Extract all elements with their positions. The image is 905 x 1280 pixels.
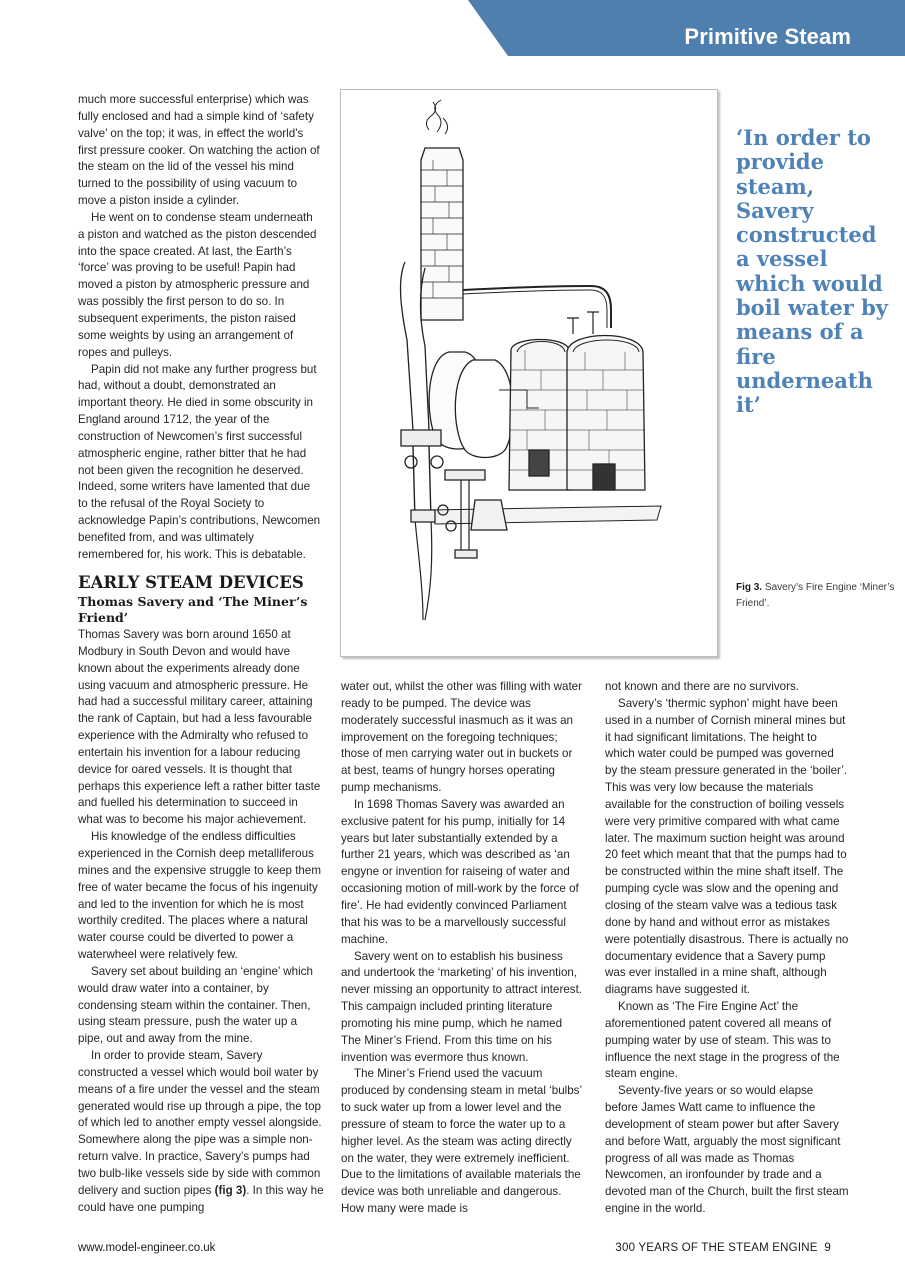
paragraph-text: In order to provide steam, Savery constructed a vessel which would boil water by means of a fire under the vessel and the steam generated would rise up through a pipe, the top of which led to another empty vessel alongside. Somewhere along the pipe was a simple non-return valve. In practice, Savery’s pumps had two bulb-like vessels side by side with common delivery and suction pipes (78, 1049, 322, 1197)
paragraph: Seventy-five years or so would elapse before James Watt came to influence the development of steam power but after Savery and before Watt, arguably the most significant progress of all was made as Thomas Newcomen, an ironfounder by trade and a devoted man of the Church, built the first steam engine in the world. (605, 1084, 849, 1216)
figure-savery-engine (340, 89, 718, 657)
paragraph: Savery’s ‘thermic syphon’ might have been used in a number of Cornish mineral mines but it had significant limitations. The height to which water could be pumped was governed by the steam pressure generated in the ‘boiler’. This was very low because the materials available for the construction of boiling vessels were very primitive compared with what came later. The maximum suction height was around 20 feet which meant that that the pumps had to be constructed within the mine shaft itself. The pumping cycle was slow and the opening and closing of the steam valve was a tedious task done by hand and without error as mistakes were potentially disastrous. There is actually no documentary evidence that a Savery pump was ever installed in a mine shaft, although diagrams have suggested it. (605, 696, 849, 997)
paragraph: Savery set about building an ‘engine’ which would draw water into a container, by condensing steam within the container. Then, using steam pressure, push the water up a pipe, out and away from the mine. (78, 964, 313, 1046)
section-subheading: Thomas Savery and ‘The Miner’s Friend’ (78, 594, 308, 625)
paragraph: Known as ‘The Fire Engine Act’ the aforementioned patent covered all means of pumping water by use of steam. This was to influence the next stage in the progress of the steam engine. (605, 1000, 840, 1081)
savery-engine-illustration (341, 90, 719, 658)
paragraph: In 1698 Thomas Savery was awarded an exclusive patent for his pump, initially for 14 years but later substantially extended by a further 21 years, which was described as ‘an engyne or invention for raiseing of water and occasioning motion of mill-work by the force of fire’. He had evidently convinced Parliament that his was to be a marvellously successful machine. (341, 797, 579, 946)
footer-url[interactable]: www.model-engineer.co.uk (78, 1242, 216, 1254)
section-heading: EARLY STEAM DEVICES (78, 573, 304, 592)
paragraph: Thomas Savery was born around 1650 at Modbury in South Devon and would have known about the experiments already done using vacuum and atmospheric pressure. He had had a successful military career, attaining the rank of Captain, but had a less favourable experience with the Admiralty who refused to entertain his invention for a labour reducing device for oared vessels. It is thought that perhaps this experience left a rather bitter taste and fuelled his determination to succeed in what was to become his major achievement. (78, 628, 321, 827)
figure-caption-text: Savery’s Fire Engine ‘Miner’s Friend’. (736, 582, 895, 609)
page-number: 9 (824, 1242, 831, 1254)
paragraph: He went on to condense steam underneath a piston and watched as the piston descended into the space created. At last, the Earth’s ‘force’ was proving to be useful! Papin had moved a piston by atmospheric pressure and was possibly the first person to do so. In subsequent experiments, the piston raised some weights by using an arrangement of ropes and pulleys. (78, 210, 317, 359)
figure-reference: (fig 3) (214, 1183, 247, 1197)
paragraph: Savery went on to establish his business and undertook the ‘marketing’ of his invention, never missing an opportunity to attract interest. This campaign included printing literature promoting his mine pump, which he named The Miner’s Friend. From this time on his invention was evermore thus known. (341, 949, 583, 1064)
paragraph: The Miner’s Friend used the vacuum produced by condensing steam in metal ‘bulbs’ to suck water up from a lower level and the pressure of steam to force the water up to a higher level. As the steam was acting directly on the water, they were extremely inefficient. Due to the limitations of available materials the device was both unreliable and dangerous. How many were made is (341, 1067, 582, 1216)
footer-publication (615, 1242, 831, 1254)
column-1-top (78, 92, 322, 564)
paragraph: much more successful enterprise) which was fully enclosed and had a simple kind of ‘safety valve’ on the top; it was, in effect the world’s first pressure cooker. On watching the action of the steam on the lid of the vessel his mind turned to the possibility of using vacuum to move a piston inside a cylinder. (78, 93, 320, 208)
figure-caption-label: Fig 3. (736, 582, 763, 593)
paragraph: water out, whilst the other was filling with water ready to be pumped. The device was moderately successful inasmuch as it was an improvement on the foregoing techniques; those of men carrying water out in buckets or at best, teams of hungry horses operating pump mechanisms. (341, 680, 582, 795)
section-title: Primitive Steam (684, 24, 851, 49)
pull-quote: ‘In order to provide steam, Savery constructed a vessel which would boil water by means of a fire underneath it’ (736, 125, 888, 418)
paragraph-tail: . In this way he could have one pumping (78, 1183, 324, 1214)
column-3 (605, 679, 849, 1218)
footer-publication-title: 300 YEARS OF THE STEAM ENGINE (615, 1242, 818, 1254)
paragraph: Papin did not make any further progress but had, without a doubt, demonstrated an important theory. He died in some obscurity in England around 1712, the year of the construction of Newcomen’s first successful atmospheric engine, rather bitter that he had not been given the recognition he deserved. Indeed, some writers have lamented that due to the refusal of the Royal Society to acknowledge Papin’s contributions, Newcomen benefited from, and was ultimately remembered for, his work. This is debatable. (78, 362, 321, 561)
paragraph: His knowledge of the endless difficulties experienced in the Cornish deep metalliferous mines and the expensive struggle to keep them free of water became the focus of his ingenuity and led to the invention for which he is most worthily credited. The places where a natural water course could be diverted to power a waterwheel were relatively few. (78, 830, 321, 962)
figure-caption (736, 580, 896, 612)
column-1-bottom (78, 627, 324, 1217)
paragraph (78, 1048, 324, 1216)
column-2 (341, 679, 583, 1218)
paragraph: not known and there are no survivors. (605, 680, 799, 693)
